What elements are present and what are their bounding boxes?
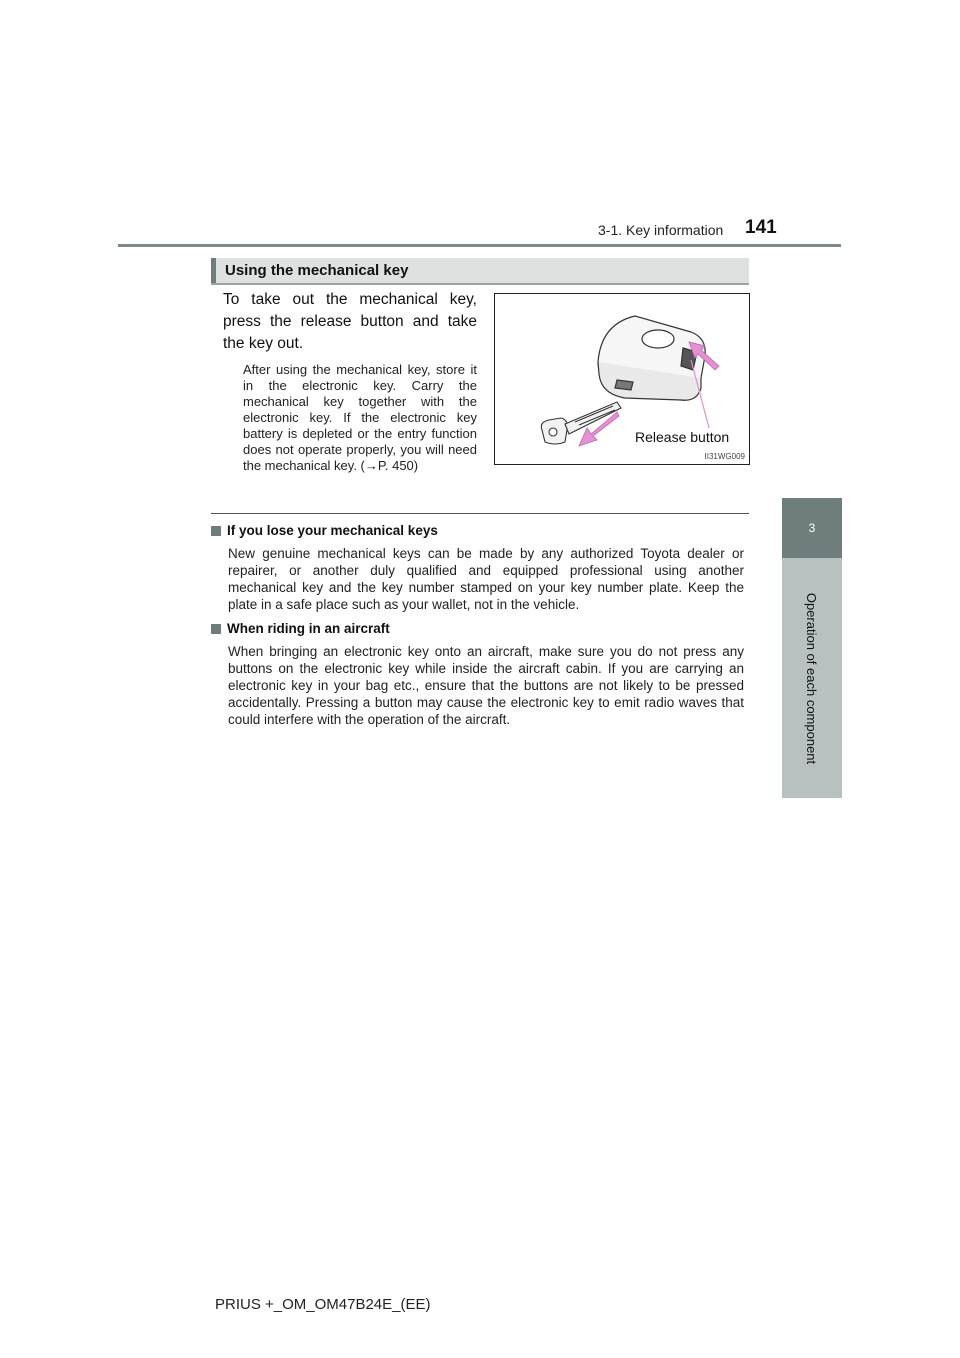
- document-code: PRIUS +_OM_OM47B24E_(EE): [215, 1296, 431, 1313]
- release-button-callout: Release button: [635, 429, 730, 445]
- section-title: Using the mechanical key: [225, 262, 409, 279]
- section-title-underline: [211, 283, 749, 285]
- page-number: 141: [745, 217, 777, 238]
- key-illustration: [494, 293, 750, 465]
- header-rule: [118, 244, 841, 247]
- note-body-lost-keys: New genuine mechanical keys can be made by any authorized Toyota dealer or repairer, or another duly qualified and equipped professional using another mechanical key and the key number stamped on your key number plate. Keep the plate in a safe place such as your wallet, not in the vehicle.: [228, 546, 744, 612]
- chapter-tab-label-wrap: [782, 558, 842, 798]
- figure-code: II31WG009: [704, 452, 745, 461]
- note-title: If you lose your mechanical keys: [227, 523, 438, 538]
- note-body-aircraft: When bringing an electronic key onto an aircraft, make sure you do not press any buttons on the electronic key while inside the aircraft cabin. If you are carrying an electronic key in your bag etc., ensure that the buttons are not likely to be pressed accidentally. Pressing a button may cause the electronic key to emit radio waves that could interfere with the operation of the aircraft.: [228, 644, 744, 727]
- running-header-section: 3-1. Key information: [598, 222, 724, 238]
- chapter-tab-label: Operation of each component: [804, 592, 820, 764]
- section-divider: [211, 513, 749, 514]
- chapter-number-tab: 3: [782, 498, 842, 558]
- section-lead-text: To take out the mechanical key, press the release button and take the key out.: [223, 291, 477, 352]
- note-title: When riding in an aircraft: [227, 621, 390, 636]
- note-heading-lost-keys: [211, 523, 438, 538]
- section-note-text: After using the mechanical key, store it in the electronic key. Carry the mechanical key together with the electronic key. If the electronic key battery is depleted or the entry function does not operate properly, you will need the mechanical key. (→P. 450): [243, 362, 477, 473]
- bullet-square-icon: [211, 526, 221, 536]
- note-heading-aircraft: [211, 621, 390, 636]
- bullet-square-icon: [211, 624, 221, 634]
